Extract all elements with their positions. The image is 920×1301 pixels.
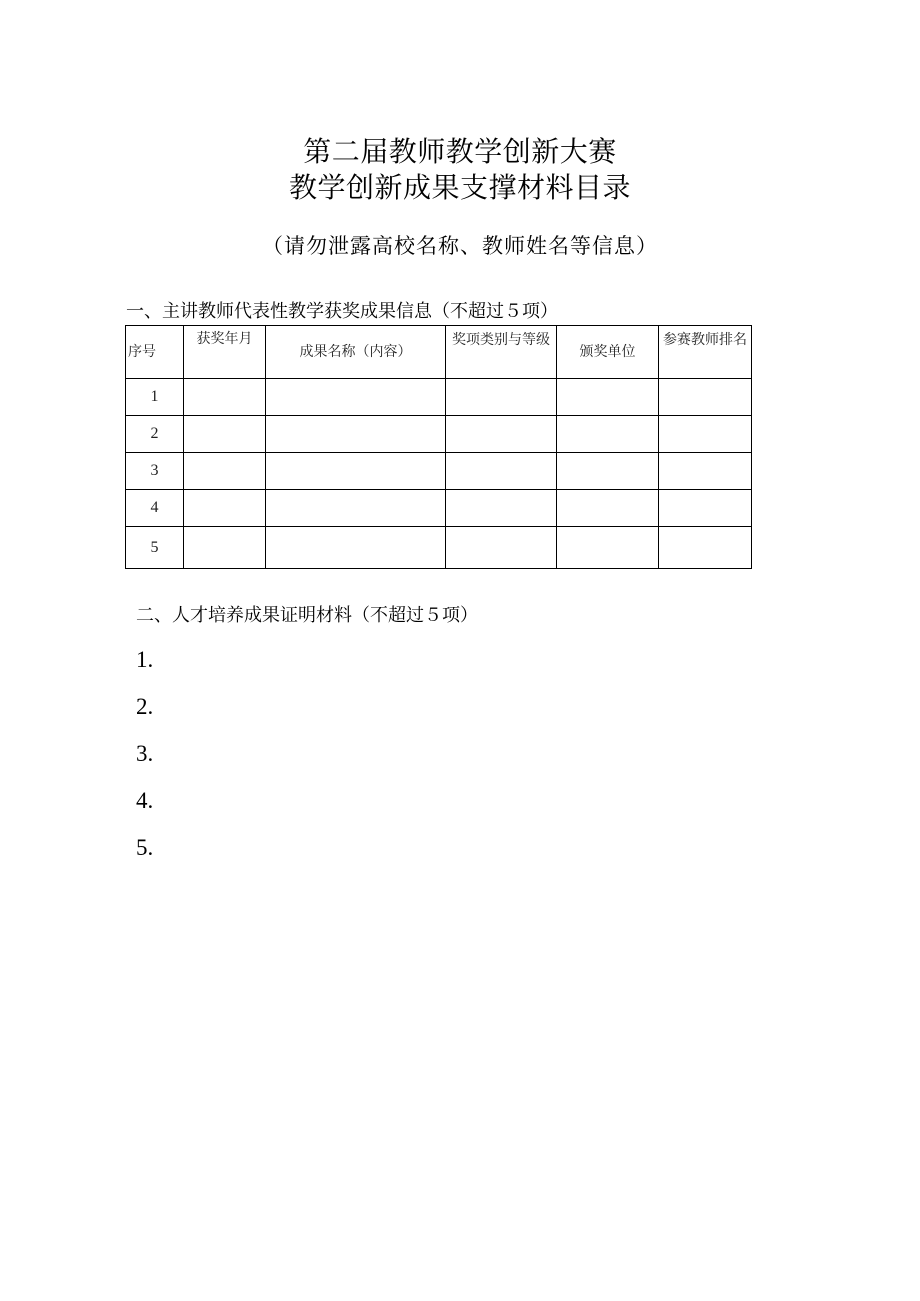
row-seq: 4 (126, 490, 184, 527)
cell-issuer[interactable] (557, 490, 659, 527)
header-seq: 序号 (126, 326, 184, 379)
cell-issuer[interactable] (557, 527, 659, 569)
cell-teacher-rank[interactable] (659, 379, 752, 416)
cell-achievement-name[interactable] (266, 416, 446, 453)
section2-heading: 二、人才培养成果证明材料（不超过５项） (136, 605, 478, 626)
header-teacher-rank: 参赛教师排名 (659, 326, 752, 379)
cell-achievement-name[interactable] (266, 453, 446, 490)
list-item: 2. (136, 694, 154, 719)
cell-teacher-rank[interactable] (659, 416, 752, 453)
cell-issuer[interactable] (557, 453, 659, 490)
cell-issuer[interactable] (557, 416, 659, 453)
row-seq: 2 (126, 416, 184, 453)
header-year-month: 获奖年月 (184, 326, 266, 379)
cell-year-month[interactable] (184, 379, 266, 416)
row-seq: 1 (126, 379, 184, 416)
list-item: 5. (136, 835, 154, 860)
cell-category-level[interactable] (446, 490, 557, 527)
row-seq: 3 (126, 453, 184, 490)
document-title-line2: 教学创新成果支撑材料目录 (288, 171, 631, 204)
cell-year-month[interactable] (184, 453, 266, 490)
cell-achievement-name[interactable] (266, 490, 446, 527)
list-item: 3. (136, 741, 154, 766)
section1-heading: 一、主讲教师代表性教学获奖成果信息（不超过５项） (126, 301, 558, 322)
cell-category-level[interactable] (446, 453, 557, 490)
table-row (126, 490, 752, 527)
cell-achievement-name[interactable] (266, 379, 446, 416)
table-row (126, 527, 752, 569)
cell-teacher-rank[interactable] (659, 490, 752, 527)
header-achievement-name: 成果名称（内容） (266, 326, 446, 379)
header-issuer: 颁奖单位 (557, 326, 659, 379)
list-item: 4. (136, 788, 154, 813)
cell-teacher-rank[interactable] (659, 453, 752, 490)
table-row (126, 379, 752, 416)
cell-issuer[interactable] (557, 379, 659, 416)
cell-achievement-name[interactable] (266, 527, 446, 569)
document-title-line1: 第二届教师教学创新大赛 (303, 135, 617, 168)
confidentiality-notice: （请勿泄露高校名称、教师姓名等信息） (262, 234, 658, 258)
list-item: 1. (136, 647, 154, 672)
cell-year-month[interactable] (184, 416, 266, 453)
evidence-list (136, 644, 153, 879)
cell-year-month[interactable] (184, 490, 266, 527)
awards-table (125, 325, 752, 569)
cell-category-level[interactable] (446, 416, 557, 453)
row-seq: 5 (126, 527, 184, 569)
cell-teacher-rank[interactable] (659, 527, 752, 569)
cell-category-level[interactable] (446, 379, 557, 416)
table-header-row (126, 326, 752, 379)
header-category-level: 奖项类别与等级 (446, 326, 557, 379)
cell-year-month[interactable] (184, 527, 266, 569)
cell-category-level[interactable] (446, 527, 557, 569)
table-row (126, 416, 752, 453)
table-row (126, 453, 752, 490)
